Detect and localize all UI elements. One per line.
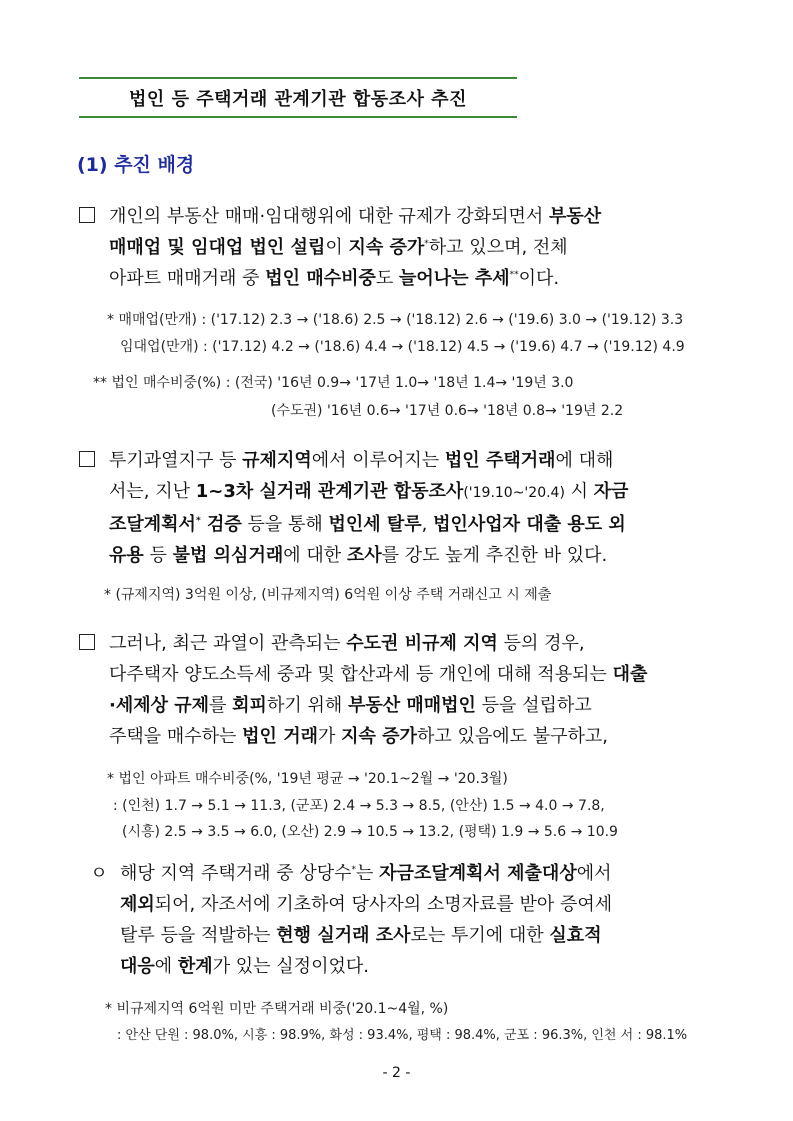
p3-line-3: ·세제상 규제를 회피하기 위해 부동산 매매법인 등을 설립하고 <box>109 695 592 716</box>
p1-line-1: 개인의 부동산 매매·임대행위에 대한 규제가 강화되면서 부동산 <box>109 206 602 227</box>
checkbox-bullet-icon <box>79 451 95 467</box>
p4-line-1: 해당 지역 주택거래 중 상당수*는 자금조달계획서 제출대상에서 <box>120 863 612 884</box>
p2-line-4: 유용 등 불법 의심거래에 대한 조사를 강도 높게 추진한 바 있다. <box>109 545 608 566</box>
p2-line-2: 서는, 지난 1~3차 실거래 관계기관 합동조사('19.10~'20.4) 시 자금 <box>109 481 629 502</box>
document-title: 법인 등 주택거래 관계기관 합동조사 추진 <box>129 88 467 110</box>
p2-line-3: 조달계획서* 검증 등을 통해 법인세 탈루, 법인사업자 대출 용도 외 <box>109 514 626 535</box>
p1-line-3: 아파트 매매거래 중 법인 매수비중도 늘어나는 추세**이다. <box>109 268 560 289</box>
p1-note-2: 임대업(만개) : ('17.12) 4.2 → ('18.6) 4.4 → ('18.12) 4.5 → ('19.6) 4.7 → ('19.12) 4.9 <box>120 339 685 355</box>
p1-note-4: (수도권) '16년 0.6→ '17년 0.6→ '18년 0.8→ '19년 2.2 <box>271 403 624 419</box>
checkbox-bullet-icon <box>79 207 95 223</box>
p1-line-2: 매매업 및 임대업 법인 설립이 지속 증가*하고 있으며, 전체 <box>109 237 568 258</box>
p2-line-1: 투기과열지구 등 규제지역에서 이루어지는 법인 주택거래에 대해 <box>109 450 614 471</box>
p3-note-3: (시흥) 2.5 → 3.5 → 6.0, (오산) 2.9 → 10.5 → 13.2, (평택) 1.9 → 5.6 → 10.9 <box>122 824 618 840</box>
page-number: - 2 - <box>382 1065 411 1081</box>
p3-note-2: : (인천) 1.7 → 5.1 → 11.3, (군포) 2.4 → 5.3 → 8.5, (안산) 1.5 → 4.0 → 7.8, <box>113 798 605 814</box>
p2-note: * (규제지역) 3억원 이상, (비규제지역) 6억원 이상 주택 거래신고 시 제출 <box>104 587 552 603</box>
p1-note-1: * 매매업(만개) : ('17.12) 2.3 → ('18.6) 2.5 → ('18.12) 2.6 → ('19.6) 3.0 → ('19.12) 3.3 <box>107 312 684 328</box>
p4-line-2: 제외되어, 자조서에 기초하여 당사자의 소명자료를 받아 증여세 <box>120 894 613 915</box>
p4-line-4: 대응에 한계가 있는 실정이었다. <box>120 956 369 977</box>
p1-note-3: ** 법인 매수비중(%) : (전국) '16년 0.9→ '17년 1.0→ '18년 1.4→ '19년 3.0 <box>93 375 574 391</box>
document-title-box <box>79 77 517 118</box>
circle-bullet-icon: ㅇ <box>90 863 108 884</box>
p3-line-4: 주택을 매수하는 법인 거래가 지속 증가하고 있음에도 불구하고, <box>109 726 608 747</box>
p4-note-1: * 비규제지역 6억원 미만 주택거래 비중('20.1~4월, %) <box>105 1001 449 1017</box>
p4-note-2: : 안산 단원 : 98.0%, 시흥 : 98.9%, 화성 : 93.4%, 평택 : 98.4%, 군포 : 96.3%, 인천 서 : 98.1% <box>117 1028 688 1043</box>
p3-note-1: * 법인 아파트 매수비중(%, '19년 평균 → '20.1~2월 → '20.3월) <box>107 771 508 787</box>
checkbox-bullet-icon <box>79 634 95 650</box>
section-heading: (1) 추진 배경 <box>77 154 195 176</box>
p3-line-1: 그러나, 최근 과열이 관측되는 수도권 비규제 지역 등의 경우, <box>109 633 585 654</box>
p3-line-2: 다주택자 양도소득세 중과 및 합산과세 등 개인에 대해 적용되는 대출 <box>109 664 648 685</box>
p4-line-3: 탈루 등을 적발하는 현행 실거래 조사로는 투기에 대한 실효적 <box>120 925 602 946</box>
